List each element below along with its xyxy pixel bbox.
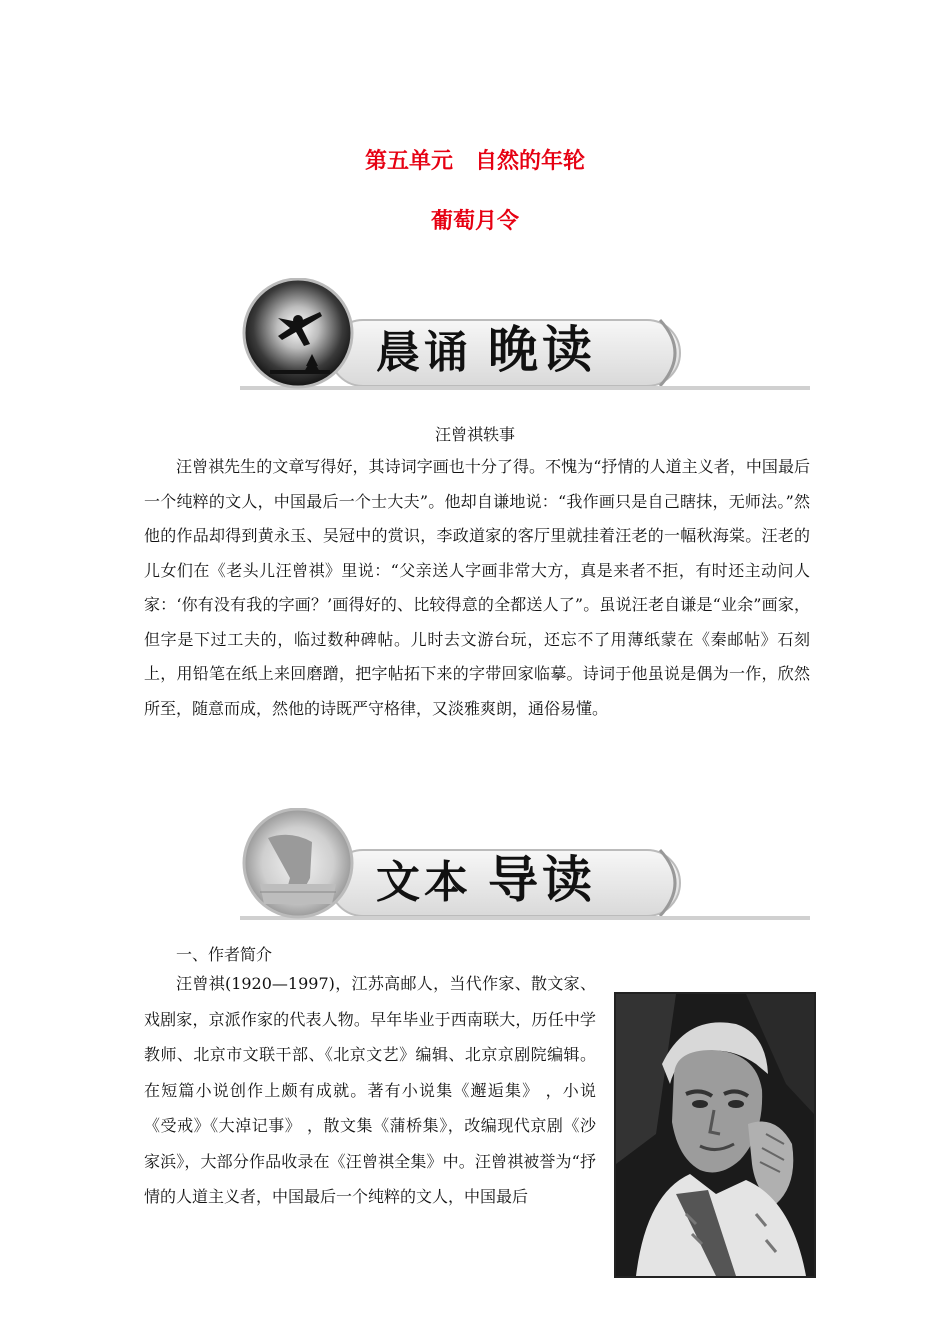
lesson-title: 葡萄月令 bbox=[430, 209, 519, 234]
portrait-graphic bbox=[616, 994, 814, 1276]
unit-title: 第五单元 自然的年轮 bbox=[364, 149, 585, 174]
banner-text-wandu: 晚读 bbox=[488, 320, 596, 379]
banner-text-chensong: 晨诵 bbox=[376, 327, 472, 378]
essay-body: 汪曾祺先生的文章写得好，其诗词字画也十分了得。不愧为“抒情的人道主义者，中国最后一个纯粹的文人，中国最后一个士大夫”。他却自谦地说：“我作画只是自己瞎抹，无师法。”然他的作品却得到黄永玉、吴冠中的赏识，李政道家的客厅里就挂着汪老的一幅秋海棠。汪老的儿女们在《老头儿汪曾祺》里说：“父亲送人字画非常大方，真是来者不拒，有时还主动问人家：‘你有没有我的字画？’画得好的、比较得意的全都送人了”。虽说汪老自谦是“业余”画家，但字是下过工夫的，临过数种碑帖。儿时去文游台玩，还忘不了用薄纸蒙在《秦邮帖》石刻上，用铅笔在纸上来回磨蹭，把字帖拓下来的字带回家临摹。诗词于他虽说是偶为一作，欣然所至，随意而成，然他的诗既严守格律，又淡雅爽朗，通俗易懂。 bbox=[144, 457, 810, 718]
morning-reading-banner bbox=[240, 278, 810, 398]
banner-text-wenben: 文本 bbox=[376, 857, 472, 908]
text-guide-banner bbox=[240, 808, 810, 928]
banner-text-daodu: 导读 bbox=[488, 850, 596, 909]
author-intro-body: 汪曾祺(1920—1997)，江苏高邮人，当代作家、散文家、戏剧家，京派作家的代表人物。早年毕业于西南联大，历任中学教师、北京市文联干部、《北京文艺》编辑、北京京剧院编辑。在短篇小说创作上颇有成就。著有小说集《邂逅集》 ，小说《受戒》《大淖记事》 ，散文集《蒲桥集》，改编现代京剧《沙家浜》，大部分作品收录在《汪曾祺全集》中。汪曾祺被誉为“抒情的人道主义者，中国最后一个纯粹的文人，中国最后 bbox=[144, 974, 596, 1206]
essay-title: 汪曾祺轶事 bbox=[434, 425, 515, 444]
author-intro-heading: 一、作者简介 bbox=[176, 945, 273, 964]
author-portrait bbox=[614, 992, 816, 1278]
